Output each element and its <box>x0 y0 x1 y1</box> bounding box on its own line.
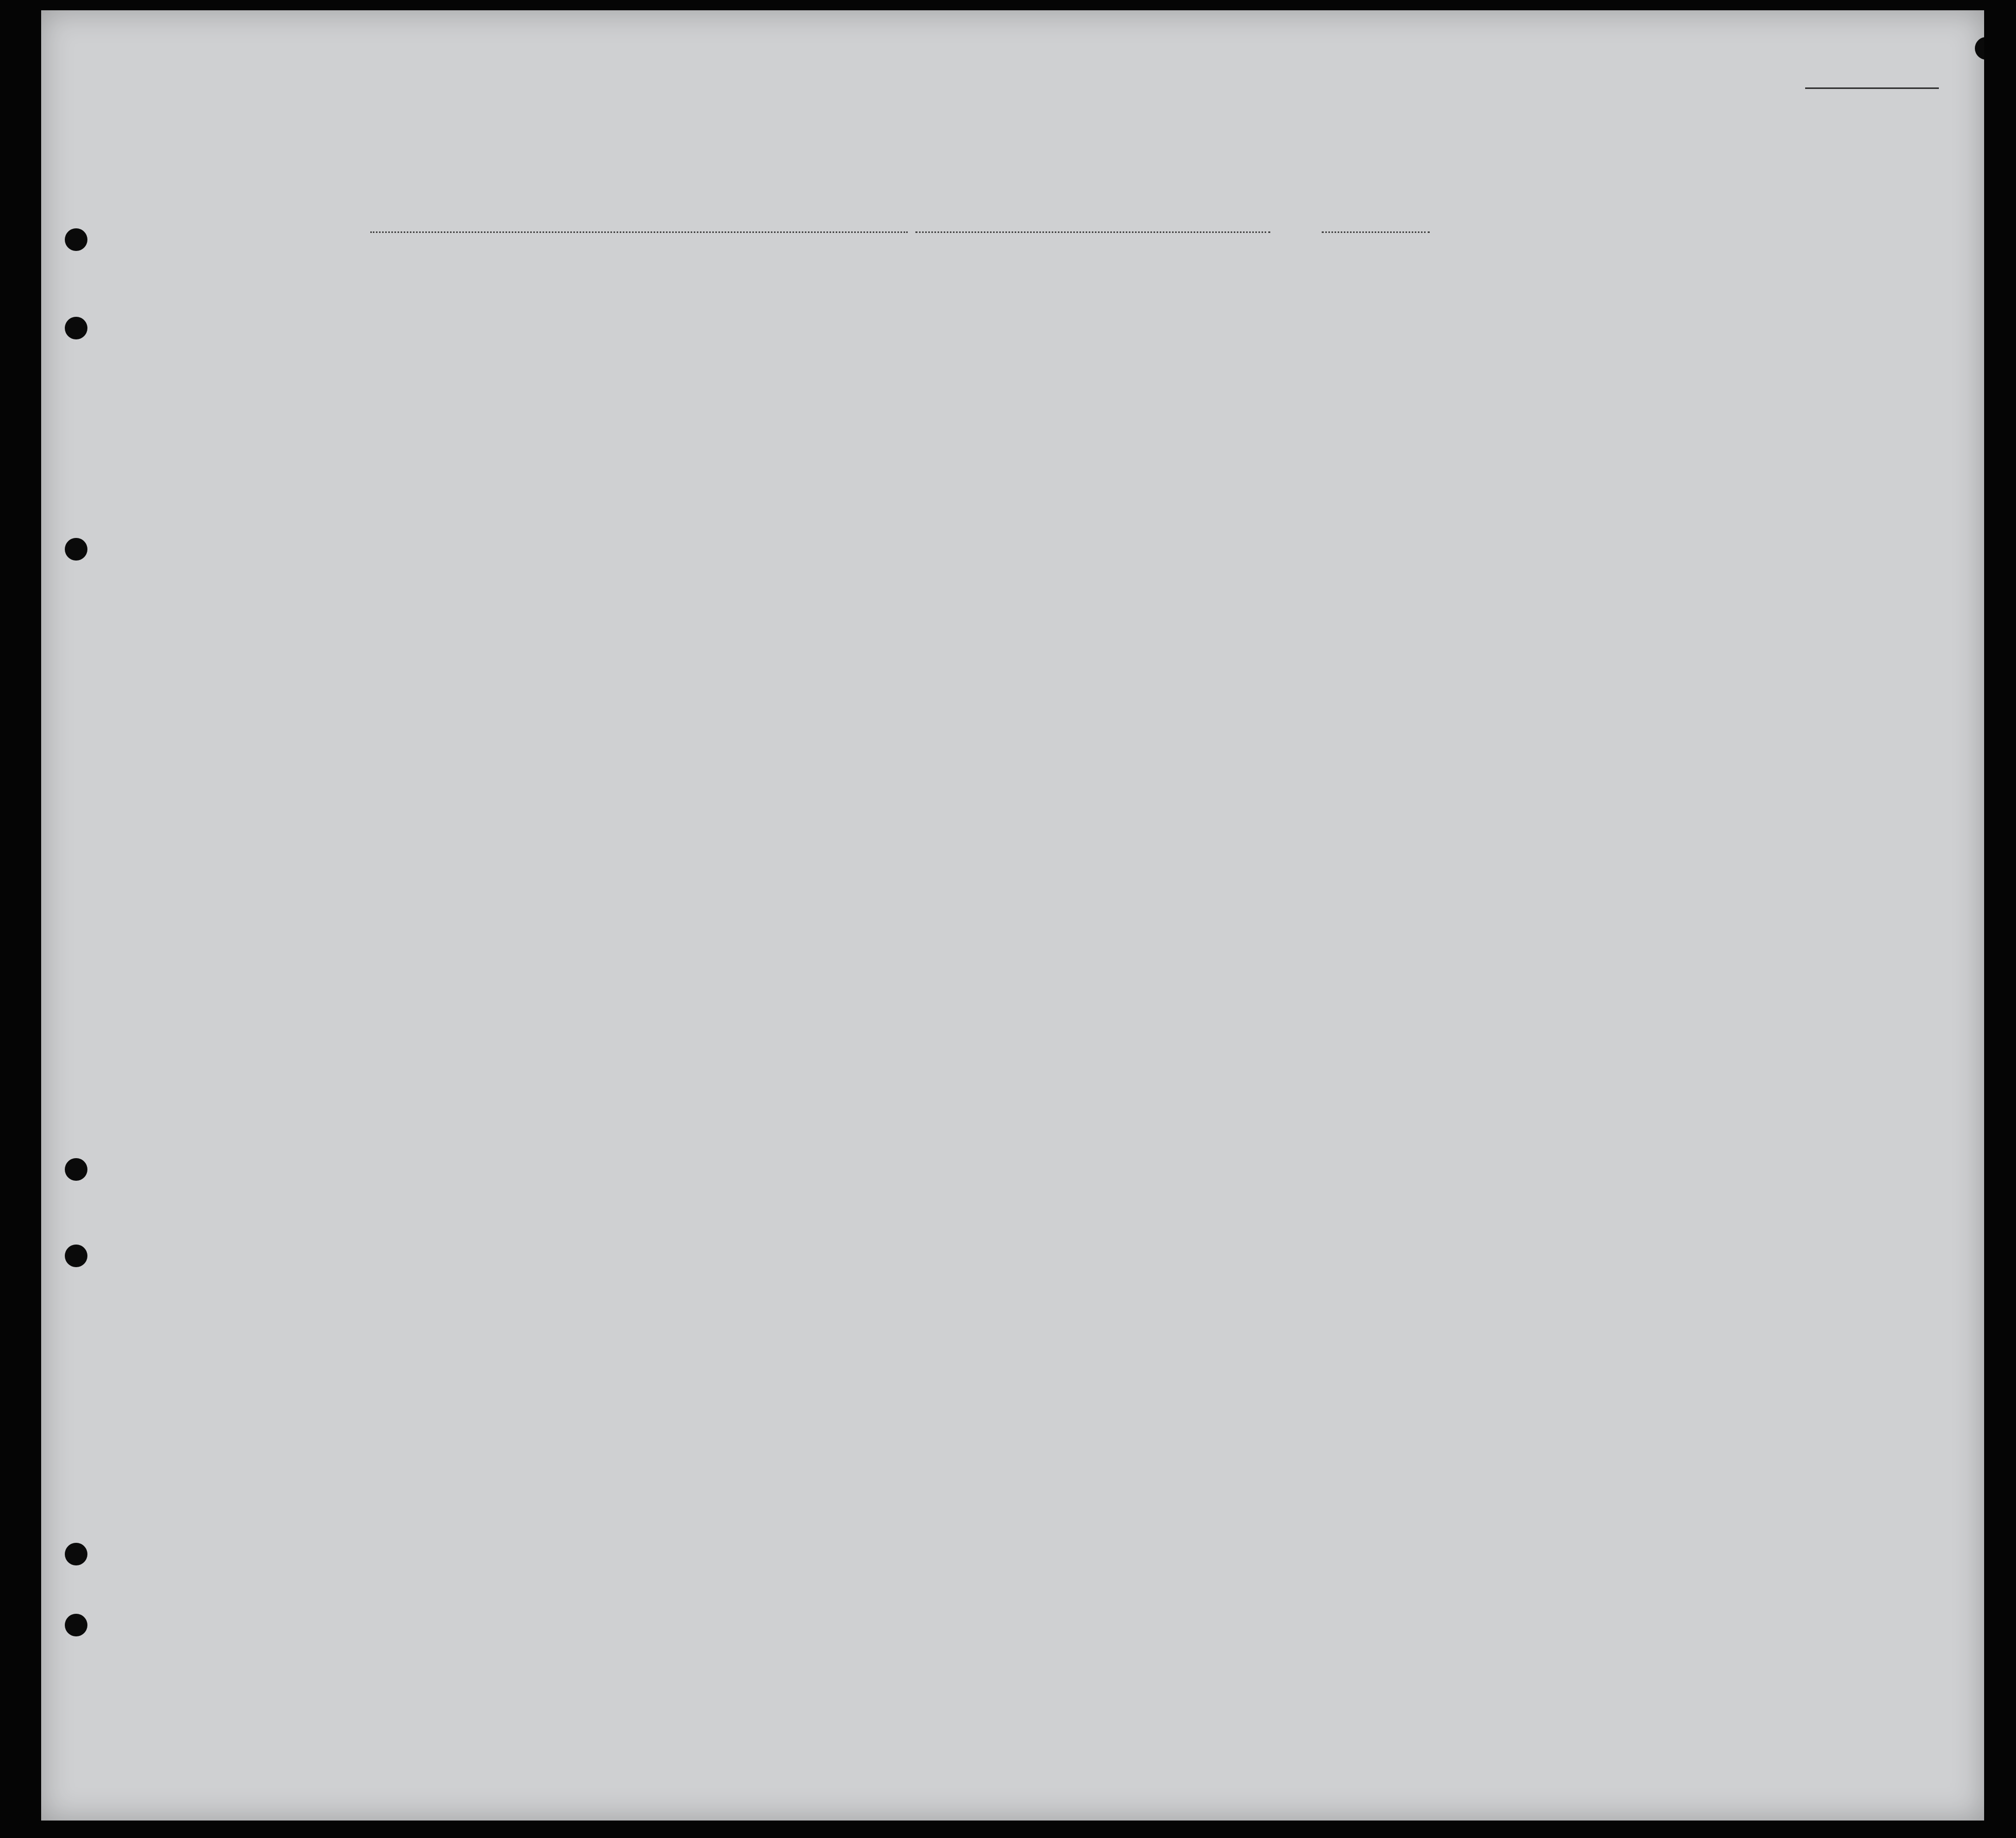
manifest-sheet <box>41 10 1984 1821</box>
table-grid <box>41 10 1984 1821</box>
